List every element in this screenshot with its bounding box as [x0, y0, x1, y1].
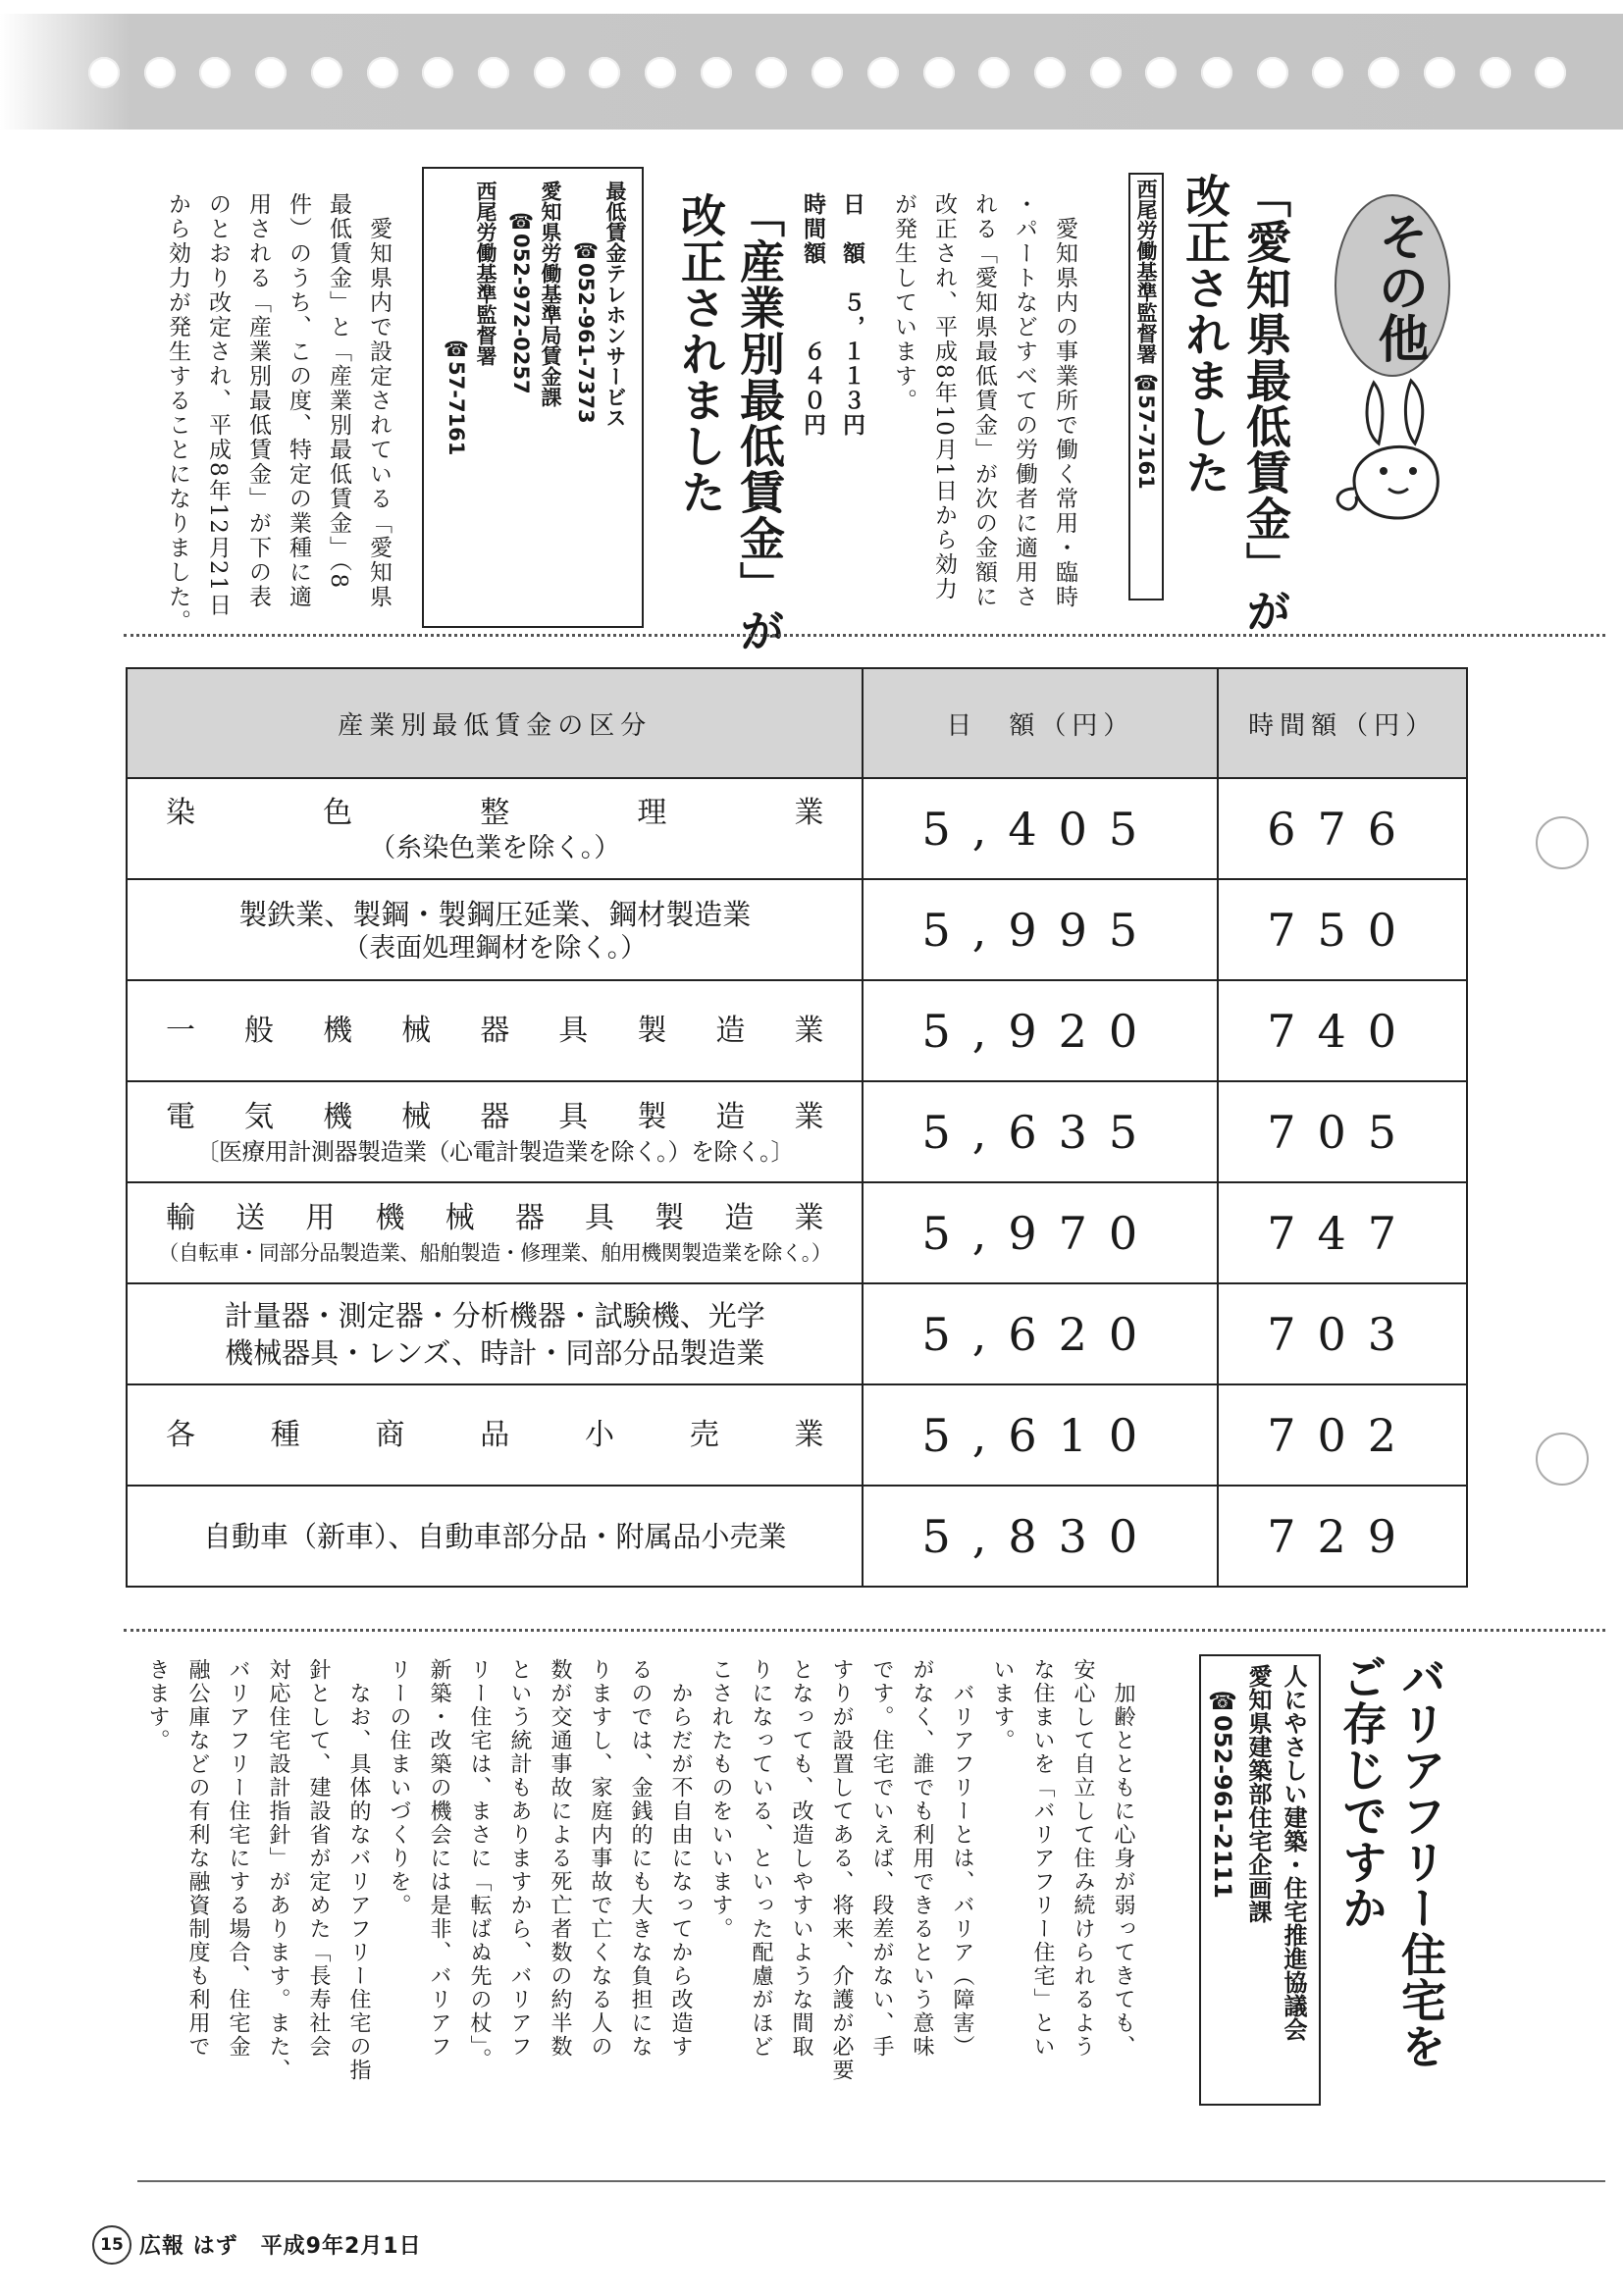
section2-contact-box	[422, 167, 644, 628]
category-note: （糸染色業を除く。）	[369, 832, 621, 863]
category-name: 自動車（新車）、自動車部分品・附属品小売業	[202, 1519, 787, 1553]
table-row	[127, 778, 1467, 879]
table-row	[127, 1081, 1467, 1182]
sono-hoka-badge	[1333, 192, 1452, 379]
binder-hole	[534, 57, 565, 88]
section3-contact-box	[1199, 1654, 1321, 2106]
binder-hole	[311, 57, 342, 88]
section3-body: 加齢とともに心身が弱ってきても、 安心して自立して住み続けられるよう な住まいを「バリアフリー住宅」とい います。 バリアフリーとは、バリア（障害） がなく、誰でも利用できるという意味 です。住宅でいえば、段差がない、手 すりが設置してある、将来、介護が必要 となっても、改造しやすいような間取 りになっている、といった配慮がほど こされたものをいいます。 からだが不自由になってから改造す るのでは、金銭的にも大きな負担にな りますし、家庭内事故で亡くなる人の 数が交通事故による死亡者数の約半数 という統計もありますから、バリアフ リー住宅は、まさに「転ばぬ先の杖」。 新築・改築の機会には是非、バリアフ リーの住まいづくりを。 なお、具体的なバリアフリー住宅の指 針として、建設省が定めた「長寿社会 対応住宅設計指針」があります。また、 バリアフリー住宅にする場合、住宅金 融公庫などの有利な融資制度も利用で きます。	[145, 1658, 1135, 2082]
daily-amount: 5,970	[863, 1182, 1218, 1283]
binder-hole	[867, 57, 899, 88]
daily-amount: 5,610	[863, 1384, 1218, 1486]
binder-hole	[88, 57, 120, 88]
section1-body: 愛知県内の事業所で働く常用・臨時 ・パートなどすべての労働者に適用さ れる「愛知県最低賃金」が次の金額に 改正され、平成8年10月1日から効力 が発生しています。	[891, 192, 1077, 609]
category-name: 製鉄業、製鋼・製鋼圧延業、鋼材製造業	[238, 897, 752, 931]
page-number: 15	[92, 2225, 131, 2265]
category-name: 一般機械器具製造業	[166, 1013, 824, 1048]
section1-daily-rate: 日 額 ５，１１３円	[839, 192, 865, 438]
hourly-amount: 703	[1218, 1283, 1467, 1384]
divider	[124, 634, 1605, 637]
daily-amount: 5,830	[863, 1486, 1218, 1587]
binder-hole	[923, 57, 955, 88]
section1-heading-line2: 改正されました	[1178, 173, 1231, 496]
binder-hole	[1535, 57, 1566, 88]
hourly-amount: 676	[1218, 778, 1467, 879]
table-row	[127, 980, 1467, 1081]
binder-hole	[1257, 57, 1288, 88]
daily-amount: 5,635	[863, 1081, 1218, 1182]
hourly-amount: 747	[1218, 1182, 1467, 1283]
table-row	[127, 879, 1467, 980]
section2-body: 愛知県内で設定されている「愛知県 最低賃金」と「産業別最低賃金」（8 件）のうち、この度、特定の業種に適 用される「産業別最低賃金」が下の表 のとおり改定され、平成8年12月21日 から効力が発生することになりました。	[165, 192, 392, 634]
binder-hole	[978, 57, 1010, 88]
binder-hole	[1034, 57, 1066, 88]
header-daily: 日 額（円）	[863, 668, 1218, 778]
header-category: 産業別最低賃金の区分	[127, 668, 863, 778]
daily-amount: 5,405	[863, 778, 1218, 879]
binder-hole	[422, 57, 453, 88]
footer-rule	[137, 2180, 1605, 2182]
binder-hole	[701, 57, 732, 88]
category-name: 各種商品小売業	[166, 1417, 824, 1452]
header-hourly: 時間額（円）	[1218, 668, 1467, 778]
badge-label: その他	[1369, 210, 1428, 363]
daily-amount: 5,920	[863, 980, 1218, 1081]
punch-hole	[1536, 816, 1589, 869]
section1-contact: 西尾労働基準監督署 ☎57-7161	[1128, 173, 1164, 600]
hourly-amount: 740	[1218, 980, 1467, 1081]
footer-publication: 広報 はず 平成9年2月1日	[139, 2234, 422, 2259]
daily-amount: 5,620	[863, 1283, 1218, 1384]
category-note: 機械器具・レンズ、時計・同部分品製造業	[225, 1335, 765, 1370]
hourly-amount: 702	[1218, 1384, 1467, 1486]
binder-hole	[645, 57, 676, 88]
contact-2: 愛知県労働基準局賃金課 ☎052-972-0257	[509, 181, 562, 407]
rabbit-mascot-icon	[1325, 373, 1452, 530]
divider	[124, 1629, 1605, 1632]
section1-heading-line1: 「愛知県最低賃金」が	[1239, 173, 1292, 634]
contact-1: 最低賃金テレホンサービス ☎052-961-7373	[574, 181, 627, 428]
binder-hole	[1368, 57, 1399, 88]
daily-amount: 5,995	[863, 879, 1218, 980]
section2-heading-line1: 「産業別最低賃金」が	[733, 192, 786, 653]
section2-heading-line2: 改正されました	[674, 192, 727, 515]
table-row	[127, 1486, 1467, 1587]
punch-hole	[1536, 1433, 1589, 1486]
table-row	[127, 1182, 1467, 1283]
section3-heading-line1: バリアフリー住宅を	[1394, 1654, 1447, 2069]
table-header-row	[127, 668, 1467, 778]
section3-heading-line2: ご存じですか	[1335, 1654, 1388, 1931]
table-row	[127, 1384, 1467, 1486]
binder-hole	[255, 57, 287, 88]
category-name: 電気機械器具製造業	[166, 1099, 824, 1134]
binder-hole	[1090, 57, 1122, 88]
binder-hole	[367, 57, 398, 88]
table-row	[127, 1283, 1467, 1384]
category-note: 〔医療用計測器製造業（心電計製造業を除く。）を除く。〕	[195, 1137, 795, 1166]
contact-3: 西尾労働基準監督署 ☎57-7161	[445, 181, 497, 456]
category-name: 計量器・測定器・分析機器・試験機、光学	[224, 1298, 765, 1332]
binder-hole	[144, 57, 176, 88]
section3-contact: 人にやさしい建築・住宅推進協議会 愛知県建築部住宅企画課 ☎052-961-2111	[1209, 1664, 1307, 2041]
binder-hole	[1424, 57, 1455, 88]
category-name: 染色整理業	[166, 795, 824, 830]
hourly-amount: 750	[1218, 879, 1467, 980]
binder-hole	[1201, 57, 1232, 88]
binder-hole	[478, 57, 509, 88]
category-note: （自転車・同部分品製造業、船舶製造・修理業、舶用機関製造業を除く。）	[158, 1240, 832, 1265]
hourly-amount: 705	[1218, 1081, 1467, 1182]
binder-hole	[1480, 57, 1511, 88]
category-note: （表面処理鋼材を除く。）	[342, 932, 648, 964]
section1-hourly-rate: 時間額 ６４０円	[800, 192, 826, 438]
industry-minimum-wage-table	[126, 667, 1468, 1588]
category-name: 輸送用機械器具製造業	[166, 1200, 824, 1235]
binder-hole	[812, 57, 843, 88]
hourly-amount: 729	[1218, 1486, 1467, 1587]
